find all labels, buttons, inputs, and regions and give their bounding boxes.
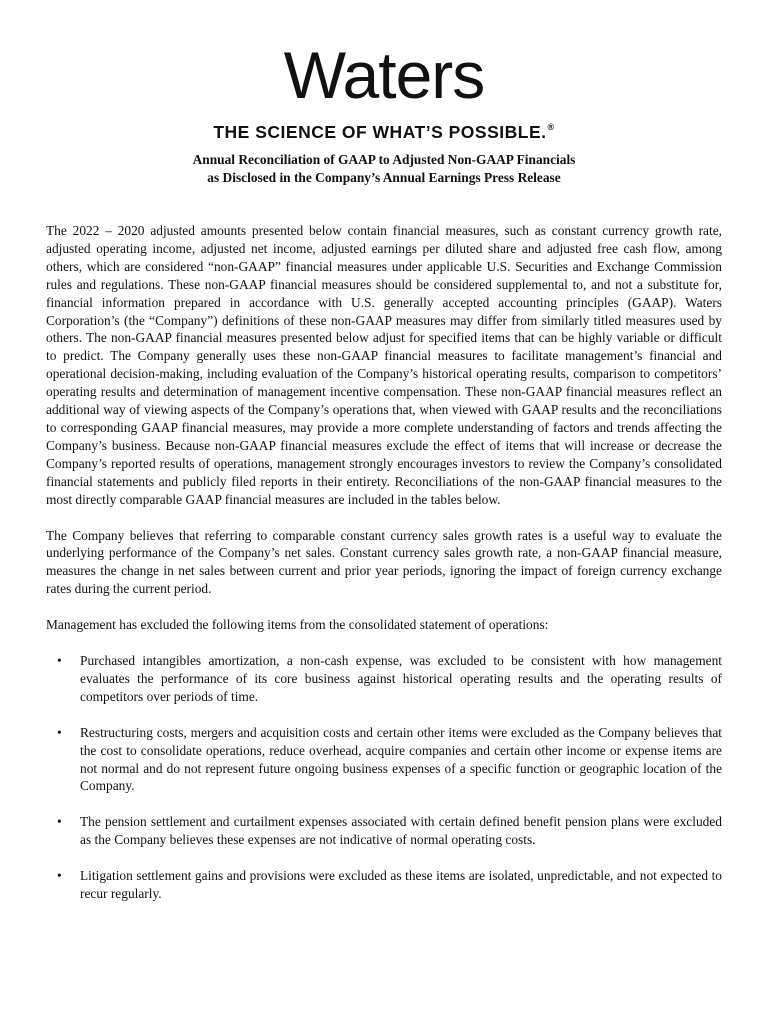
document-body [46,222,722,921]
exclusions-list [46,652,722,903]
document-title-line-2: as Disclosed in the Company’s Annual Earnings Press Release [207,170,561,185]
logo-wordmark: Waters [283,38,485,112]
list-item-text: Litigation settlement gains and provisions were excluded as these items are isolated, unpredictable, and not expected to recur regularly. [80,868,722,902]
registered-mark: ® [547,122,555,132]
bullet-icon: • [57,814,62,830]
list-item [46,813,722,849]
bullet-icon: • [57,653,62,669]
paragraph-non-gaap-overview: The 2022 – 2020 adjusted amounts presented below contain financial measures, such as constant currency growth rate, adjusted operating income, adjusted net income, adjusted earnings per diluted share and adjusted free cash flow, among others, which are considered “non-GAAP” financial measures under applicable U.S. Securities and Exchange Commission rules and regulations. These non-GAAP financial measures should be considered supplemental to, and not a substitute for, financial information prepared in accordance with U.S. generally accepted accounting principles (GAAP). Waters Corporation’s (the “Company”) definitions of these non-GAAP measures may differ from similarly titled measures used by others. The non-GAAP financial measures presented below adjust for specified items that can be highly variable or difficult to predict. The Company generally uses these non-GAAP financial measures to facilitate management’s financial and operational decision-making, including evaluation of the Company’s historical operating results, comparison to competitors’ operating results and determination of management incentive compensation. These non-GAAP financial measures reflect an additional way of viewing aspects of the Company’s operations that, when viewed with GAAP results and the reconciliations to corresponding GAAP financial measures, may provide a more complete understanding of factors and trends affecting the Company’s business. Because non-GAAP financial measures exclude the effect of items that will increase or decrease the Company’s reported results of operations, management strongly encourages investors to review the Company’s consolidated financial statements and publicly filed reports in their entirety. Reconciliations of the non-GAAP financial measures to the most directly comparable GAAP financial measures are included in the tables below. [46,223,722,507]
document-title [0,151,768,187]
list-item [46,724,722,796]
list-item-text: The pension settlement and curtailment expenses associated with certain defined benefit pension plans were excluded as the Company believes these expenses are not indicative of normal operating costs. [80,814,722,848]
list-item [46,652,722,706]
company-logo [0,40,768,143]
tagline-text: THE SCIENCE OF WHAT’S POSSIBLE. [213,122,547,142]
bullet-icon: • [57,724,62,740]
paragraph-exclusions-intro: Management has excluded the following items from the consolidated statement of operations: [46,617,549,633]
list-item [46,867,722,903]
document-title-line-1: Annual Reconciliation of GAAP to Adjusted Non-GAAP Financials [192,152,576,167]
bullet-icon: • [57,868,62,884]
list-item-text: Restructuring costs, mergers and acquisition costs and certain other items were excluded as the Company believes that the cost to consolidate operations, reduce overhead, acquire companies and certain other income or expense items are not normal and do not represent future ongoing business expenses of a specific function or geographic location of the Company. [80,724,722,794]
paragraph-constant-currency: The Company believes that referring to comparable constant currency sales growth rates is a useful way to evaluate the underlying performance of the Company’s net sales. Constant currency sales growth rate, a non-GAAP financial measure, measures the change in net sales between current and prior year periods, ignoring the impact of foreign currency exchange rates during the current period. [46,527,722,597]
logo-tagline [0,116,768,143]
list-item-text: Purchased intangibles amortization, a non-cash expense, was excluded to be consistent with how management evaluates the performance of its core business against historical operating results and the operating results of competitors over periods of time. [80,653,722,704]
